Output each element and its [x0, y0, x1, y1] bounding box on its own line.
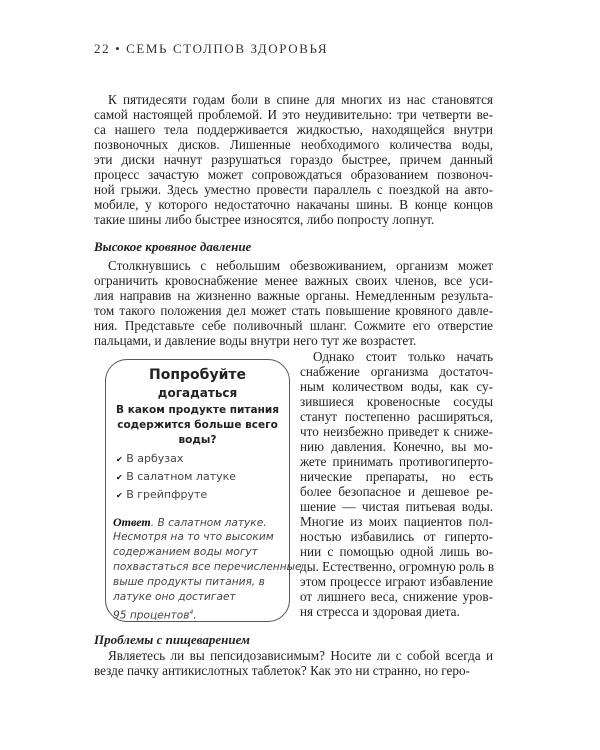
separator: • — [115, 41, 122, 56]
text-line: снабжение организма достаточ- — [300, 364, 493, 379]
text-line: более безопасное и дешевое ре- — [300, 484, 493, 499]
running-title: СЕМЬ СТОЛПОВ ЗДОРОВЬЯ — [126, 41, 329, 56]
answer-text: . В салатном латуке. — [150, 517, 267, 529]
text-line: самой настоящей проблемой. И это неудивительно: три четверти ве- — [94, 107, 493, 122]
quiz-box: Попробуйте догадаться В каком продукте питания содержится больше всего воды? ✔ В арбузах ✔ В салатном латуке ✔ В грейпфруте Ответ. В салатном латуке. Несмотря на то что высоким содержанием воды могут похвастаться все перечисленные выше продукты питания, в латуке оно достигает 95 процентов$^4$. — [105, 359, 290, 622]
answer-label: Ответ — [113, 515, 151, 529]
text-line: ностью избавились от гиперто- — [300, 529, 493, 544]
answer-text: выше продукты питания, в — [113, 576, 265, 588]
text-line: Однако стоит только начать — [313, 349, 493, 364]
text-line: позвоночных дисков. Лишенные необходимого количества воды, — [94, 137, 493, 152]
quiz-option: В арбузах — [126, 452, 184, 465]
text-line: ным количеством воды, как су- — [300, 379, 493, 394]
section-heading: Проблемы с пищеварением — [94, 632, 250, 647]
text-line: нию давления. Конечно, вы мо- — [300, 439, 493, 454]
text-line: ня стресса и здоровая диета. — [300, 604, 460, 619]
text-line: нии с помощью одной лишь во- — [300, 544, 493, 559]
text-line: Являетесь ли вы пепсидозависимым? Носите ли с собой всегда и — [108, 648, 493, 663]
quiz-question: воды? — [178, 434, 217, 446]
text-line: ния. Представьте себе поливочный шланг. Сожмите его отверстие — [94, 318, 493, 333]
answer-text: содержанием воды могут — [113, 546, 258, 558]
quiz-option: В грейпфруте — [126, 488, 208, 501]
answer-text: похвастаться все перечисленные — [113, 561, 302, 573]
text-line: процесс зачастую может сопровождаться образованием позвоноч- — [94, 167, 493, 182]
text-line: лия направив на жизненно важные органы. Немедленным результа- — [94, 288, 493, 303]
quiz-option: В салатном латуке — [126, 470, 237, 483]
footnote-mark: 4 — [189, 609, 194, 616]
section-heading: Высокое кровяное давление — [94, 239, 252, 254]
answer-text: латуке оно достигает — [113, 591, 236, 603]
text-line: нические препараты, но есть — [300, 469, 493, 484]
text-line: Многие из моих пациентов пол- — [300, 514, 493, 529]
text-line: том такого положения дел может стать повышение кровяного давле- — [94, 303, 493, 318]
quiz-question: В каком продукте питания — [116, 404, 279, 416]
text-line: от лишнего веса, снижение уров- — [300, 589, 493, 604]
text-line: такие шины либо быстрее износятся, либо попросту лопнут. — [94, 212, 435, 227]
text-line: что неизбежно приведет к сниже- — [300, 424, 493, 439]
text-line: жете принимать противогиперто- — [300, 454, 493, 469]
page-number: 22 — [94, 41, 111, 56]
text-line: са нашего тела поддерживается жидкостью, находящейся внутри — [94, 122, 493, 137]
text-line: Столкнувшись с небольшим обезвоживанием, организм может — [108, 258, 493, 273]
quiz-title: Попробуйте — [149, 367, 246, 383]
text-line: станут постепенно расширяться, — [300, 409, 493, 424]
check-icon: ✔ — [116, 491, 123, 500]
quiz-subtitle: догадаться — [157, 386, 238, 400]
text-line: этом процессе играют избавление — [300, 574, 493, 589]
answer-text: Несмотря на то что высоким — [113, 531, 274, 543]
answer-text: 95 процентов — [113, 609, 190, 622]
text-line: ограничить кровоснабжение менее важных своих членов, все уси- — [94, 273, 493, 288]
text-line: мобиле, у которого недостаточно накачаны шины. В конце концов — [94, 197, 493, 212]
text-line: ды. Естественно, огромную роль в — [300, 559, 495, 574]
text-line: зившиеся кровеносные сосуды — [300, 394, 493, 409]
text-line: эти диски начнут разрушаться гораздо быстрее, причем данный — [94, 152, 493, 167]
text-line: пальцами, и давление воды внутри него тут же возрастет. — [94, 333, 417, 348]
check-icon: ✔ — [116, 473, 123, 482]
text-line: ной грыжи. Здесь уместно провести параллель с поездкой на авто- — [94, 182, 493, 197]
quiz-question: содержится больше всего — [117, 419, 278, 431]
running-header — [94, 41, 328, 57]
text-line: К пятидесяти годам боли в спине для многих из нас становятся — [108, 92, 493, 107]
text-line: везде пачку антикислотных таблеток? Как это ни странно, но геро- — [94, 663, 470, 678]
text-line: шение — чистая питьевая воды. — [300, 499, 493, 514]
check-icon: ✔ — [116, 455, 123, 464]
